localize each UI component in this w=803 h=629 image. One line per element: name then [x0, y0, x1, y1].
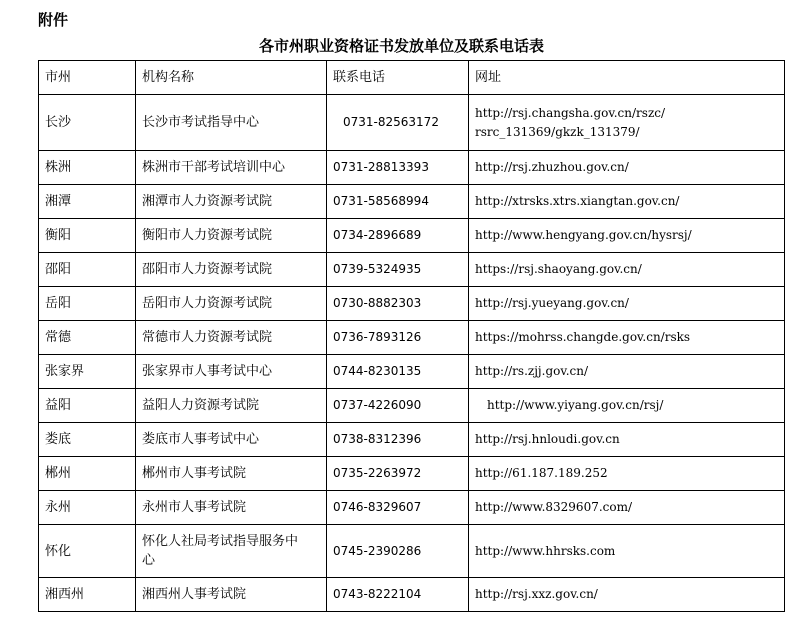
cell-url[interactable]: http://www.hengyang.gov.cn/hysrsj/	[469, 219, 785, 253]
table-row	[39, 578, 785, 612]
cell-url[interactable]: https://rsj.shaoyang.gov.cn/	[469, 253, 785, 287]
org-line: 怀化人社局考试指导服务中	[142, 534, 299, 549]
cell-url[interactable]: http://rsj.hnloudi.gov.cn	[469, 423, 785, 457]
cell-city: 益阳	[39, 389, 136, 423]
cell-org: 湘潭市人力资源考试院	[136, 185, 327, 219]
cell-phone: 0731-28813393	[327, 151, 469, 185]
cell-url[interactable]: http://61.187.189.252	[469, 457, 785, 491]
cell-org: 益阳人力资源考试院	[136, 389, 327, 423]
cell-city: 永州	[39, 491, 136, 525]
cell-phone: 0745-2390286	[327, 525, 469, 578]
cell-url[interactable]: http://www.8329607.com/	[469, 491, 785, 525]
annex-label: 附件	[38, 11, 69, 29]
cell-org: 郴州市人事考试院	[136, 457, 327, 491]
url-line[interactable]: http://rsj.changsha.gov.cn/rszc/	[475, 105, 666, 120]
cell-city: 张家界	[39, 355, 136, 389]
cell-phone: 0731-82563172	[327, 95, 469, 151]
cell-phone: 0735-2263972	[327, 457, 469, 491]
cell-org: 衡阳市人力资源考试院	[136, 219, 327, 253]
header-url: 网址	[469, 61, 785, 95]
table-row	[39, 219, 785, 253]
cell-city: 郴州	[39, 457, 136, 491]
cell-phone: 0746-8329607	[327, 491, 469, 525]
table-row	[39, 491, 785, 525]
cell-city: 娄底	[39, 423, 136, 457]
table-row	[39, 253, 785, 287]
cell-org: 常德市人力资源考试院	[136, 321, 327, 355]
url-line[interactable]: rsrc_131369/gkzk_131379/	[475, 124, 640, 139]
cell-url[interactable]	[469, 95, 785, 151]
cell-url[interactable]: http://rs.zjj.gov.cn/	[469, 355, 785, 389]
cell-url[interactable]: http://www.hhrsks.com	[469, 525, 785, 578]
table-title: 各市州职业资格证书发放单位及联系电话表	[258, 37, 544, 55]
cell-phone: 0730-8882303	[327, 287, 469, 321]
cell-url[interactable]: http://www.yiyang.gov.cn/rsj/	[469, 389, 785, 423]
table-row	[39, 457, 785, 491]
cell-city: 湘西州	[39, 578, 136, 612]
cell-city: 怀化	[39, 525, 136, 578]
cell-org: 湘西州人事考试院	[136, 578, 327, 612]
cell-city: 湘潭	[39, 185, 136, 219]
table-row	[39, 423, 785, 457]
header-phone: 联系电话	[327, 61, 469, 95]
cell-phone: 0737-4226090	[327, 389, 469, 423]
cell-city: 邵阳	[39, 253, 136, 287]
cell-org: 株洲市干部考试培训中心	[136, 151, 327, 185]
cell-city: 常德	[39, 321, 136, 355]
header-org: 机构名称	[136, 61, 327, 95]
table-row	[39, 525, 785, 578]
cell-org: 永州市人事考试院	[136, 491, 327, 525]
cell-url[interactable]: http://rsj.xxz.gov.cn/	[469, 578, 785, 612]
cell-city: 衡阳	[39, 219, 136, 253]
cell-org: 娄底市人事考试中心	[136, 423, 327, 457]
cell-org: 邵阳市人力资源考试院	[136, 253, 327, 287]
cell-url[interactable]: http://xtrsks.xtrs.xiangtan.gov.cn/	[469, 185, 785, 219]
contact-table	[38, 60, 785, 612]
cell-phone: 0734-2896689	[327, 219, 469, 253]
cell-url[interactable]: https://mohrss.changde.gov.cn/rsks	[469, 321, 785, 355]
cell-city: 株洲	[39, 151, 136, 185]
cell-url[interactable]: http://rsj.yueyang.gov.cn/	[469, 287, 785, 321]
cell-phone: 0743-8222104	[327, 578, 469, 612]
cell-city: 岳阳	[39, 287, 136, 321]
cell-org: 长沙市考试指导中心	[136, 95, 327, 151]
table-row	[39, 185, 785, 219]
cell-phone: 0744-8230135	[327, 355, 469, 389]
table-row	[39, 287, 785, 321]
org-line: 心	[142, 553, 156, 568]
table-row	[39, 321, 785, 355]
table-row	[39, 151, 785, 185]
table-row	[39, 95, 785, 151]
cell-phone: 0739-5324935	[327, 253, 469, 287]
cell-org: 张家界市人事考试中心	[136, 355, 327, 389]
table-row	[39, 389, 785, 423]
cell-phone: 0736-7893126	[327, 321, 469, 355]
cell-org	[136, 525, 327, 578]
table-header-row	[39, 61, 785, 95]
cell-phone: 0738-8312396	[327, 423, 469, 457]
cell-url[interactable]: http://rsj.zhuzhou.gov.cn/	[469, 151, 785, 185]
table-row	[39, 355, 785, 389]
cell-city: 长沙	[39, 95, 136, 151]
cell-phone: 0731-58568994	[327, 185, 469, 219]
header-city: 市州	[39, 61, 136, 95]
cell-org: 岳阳市人力资源考试院	[136, 287, 327, 321]
